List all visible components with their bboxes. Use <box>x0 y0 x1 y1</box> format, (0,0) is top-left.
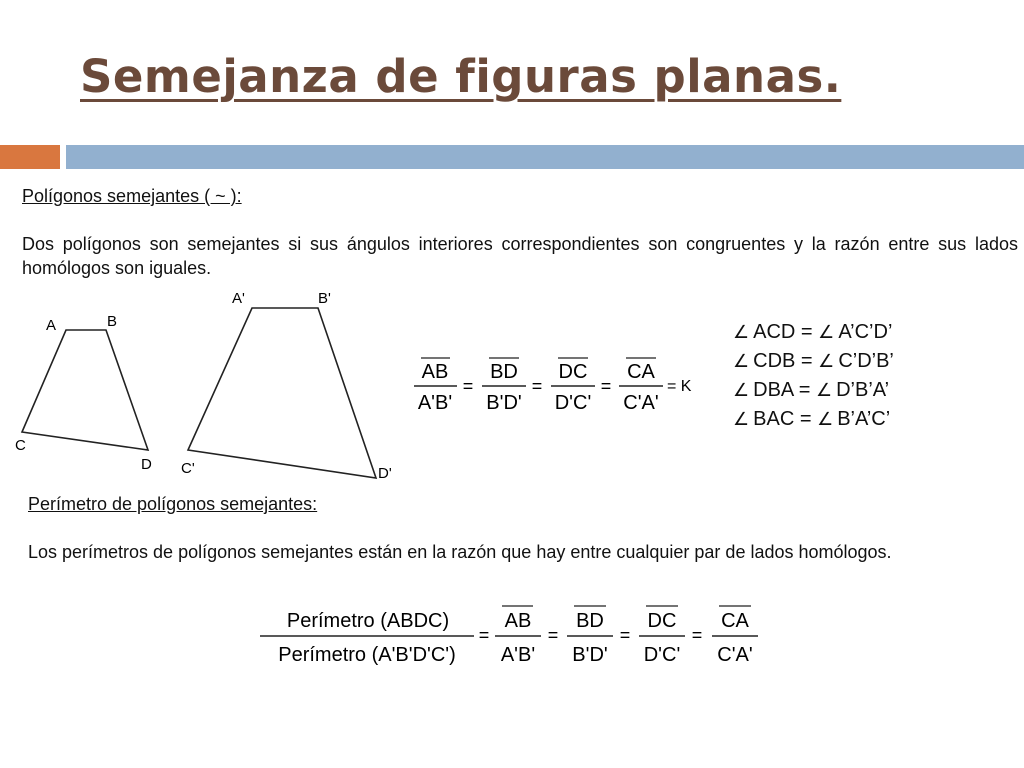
angle-left: CDB <box>753 350 796 372</box>
perimeter-definition: Los perímetros de polígonos semejantes están en la razón que hay entre cualquier par de lados homólogos. <box>28 542 892 562</box>
section-heading-similar-polygons: Polígonos semejantes ( ~ ): <box>22 186 242 206</box>
perimeter-equation <box>260 606 758 666</box>
angle-right: C’D’B’ <box>838 350 894 372</box>
ratio-den-1: A'B' <box>417 392 453 414</box>
ratio-equation <box>414 358 692 414</box>
ratio-num-2: BD <box>490 361 518 383</box>
angle-icon: ∠ <box>815 380 833 401</box>
perimeter-den-4: C'A' <box>717 644 753 666</box>
ratio-num-3: DC <box>558 361 588 383</box>
angle-row: ∠ BAC = ∠ B’A’C’ <box>733 408 891 430</box>
perimeter-num-1: AB <box>504 610 532 632</box>
section-heading-perimeter: Perímetro de polígonos semejantes: <box>28 494 318 514</box>
label-B: B <box>107 313 118 330</box>
angle-right: D’B’A’ <box>836 379 890 401</box>
angle-row: ∠ CDB = ∠ C’D’B’ <box>733 350 894 372</box>
perimeter-denominator: Perímetro (A'B'D'C') <box>278 644 456 666</box>
perimeter-equals-3: = <box>691 625 703 645</box>
perimeter-equals-2: = <box>619 625 631 645</box>
similar-polygons-definition: Dos polígonos son semejantes si sus ángulos interiores correspondientes son congruentes y la razón entre sus lados homólogos son iguales. <box>22 234 1018 278</box>
ratio-num-1: AB <box>421 361 449 383</box>
perimeter-den-2: B'D' <box>572 644 608 666</box>
large-trapezoid <box>188 308 376 478</box>
angle-right: A’C’D’ <box>838 321 893 343</box>
angle-left: ACD <box>753 321 796 343</box>
ratio-equals-2: = <box>531 376 543 396</box>
label-D: D <box>141 456 152 473</box>
ratio-den-2: B'D' <box>486 392 522 414</box>
perimeter-num-3: DC <box>647 610 677 632</box>
slide-title: Semejanza de figuras planas. <box>80 50 842 103</box>
angle-icon: ∠ <box>733 351 750 372</box>
angle-row: ∠ DBA = ∠ D’B’A’ <box>733 379 890 401</box>
angle-icon: ∠ <box>733 322 750 343</box>
label-D-prime: D' <box>378 465 392 482</box>
label-B-prime: B' <box>318 290 331 307</box>
label-A-prime: A' <box>232 290 245 307</box>
label-A: A <box>46 317 57 334</box>
perimeter-numerator: Perímetro (ABDC) <box>286 610 450 632</box>
perimeter-equals-1: = <box>547 625 559 645</box>
small-trapezoid <box>22 330 148 450</box>
ratio-equals-3: = <box>600 376 612 396</box>
perimeter-num-2: BD <box>576 610 604 632</box>
angle-left: BAC <box>753 408 795 430</box>
label-C: C <box>15 437 26 454</box>
perimeter-num-4: CA <box>721 610 749 632</box>
angle-icon: ∠ <box>818 351 835 372</box>
perimeter-den-3: D'C' <box>643 644 681 666</box>
angle-left: DBA <box>753 379 794 401</box>
ratio-den-3: D'C' <box>554 392 592 414</box>
ratio-num-4: CA <box>627 361 655 383</box>
angle-icon: ∠ <box>817 409 834 430</box>
angle-right: B’A’C’ <box>837 408 891 430</box>
ratio-equals-1: = <box>462 376 474 396</box>
perimeter-equals-0: = <box>478 625 490 645</box>
ratio-constant-K: = K <box>667 378 692 395</box>
perimeter-den-1: A'B' <box>500 644 536 666</box>
angle-icon: ∠ <box>818 322 835 343</box>
angle-row: ∠ ACD = ∠ A’C’D’ <box>733 321 893 343</box>
label-C-prime: C' <box>181 460 195 477</box>
angle-icon: ∠ <box>733 380 750 401</box>
angle-icon: ∠ <box>733 409 750 430</box>
angle-congruence-list <box>733 318 894 434</box>
ratio-den-4: C'A' <box>623 392 659 414</box>
